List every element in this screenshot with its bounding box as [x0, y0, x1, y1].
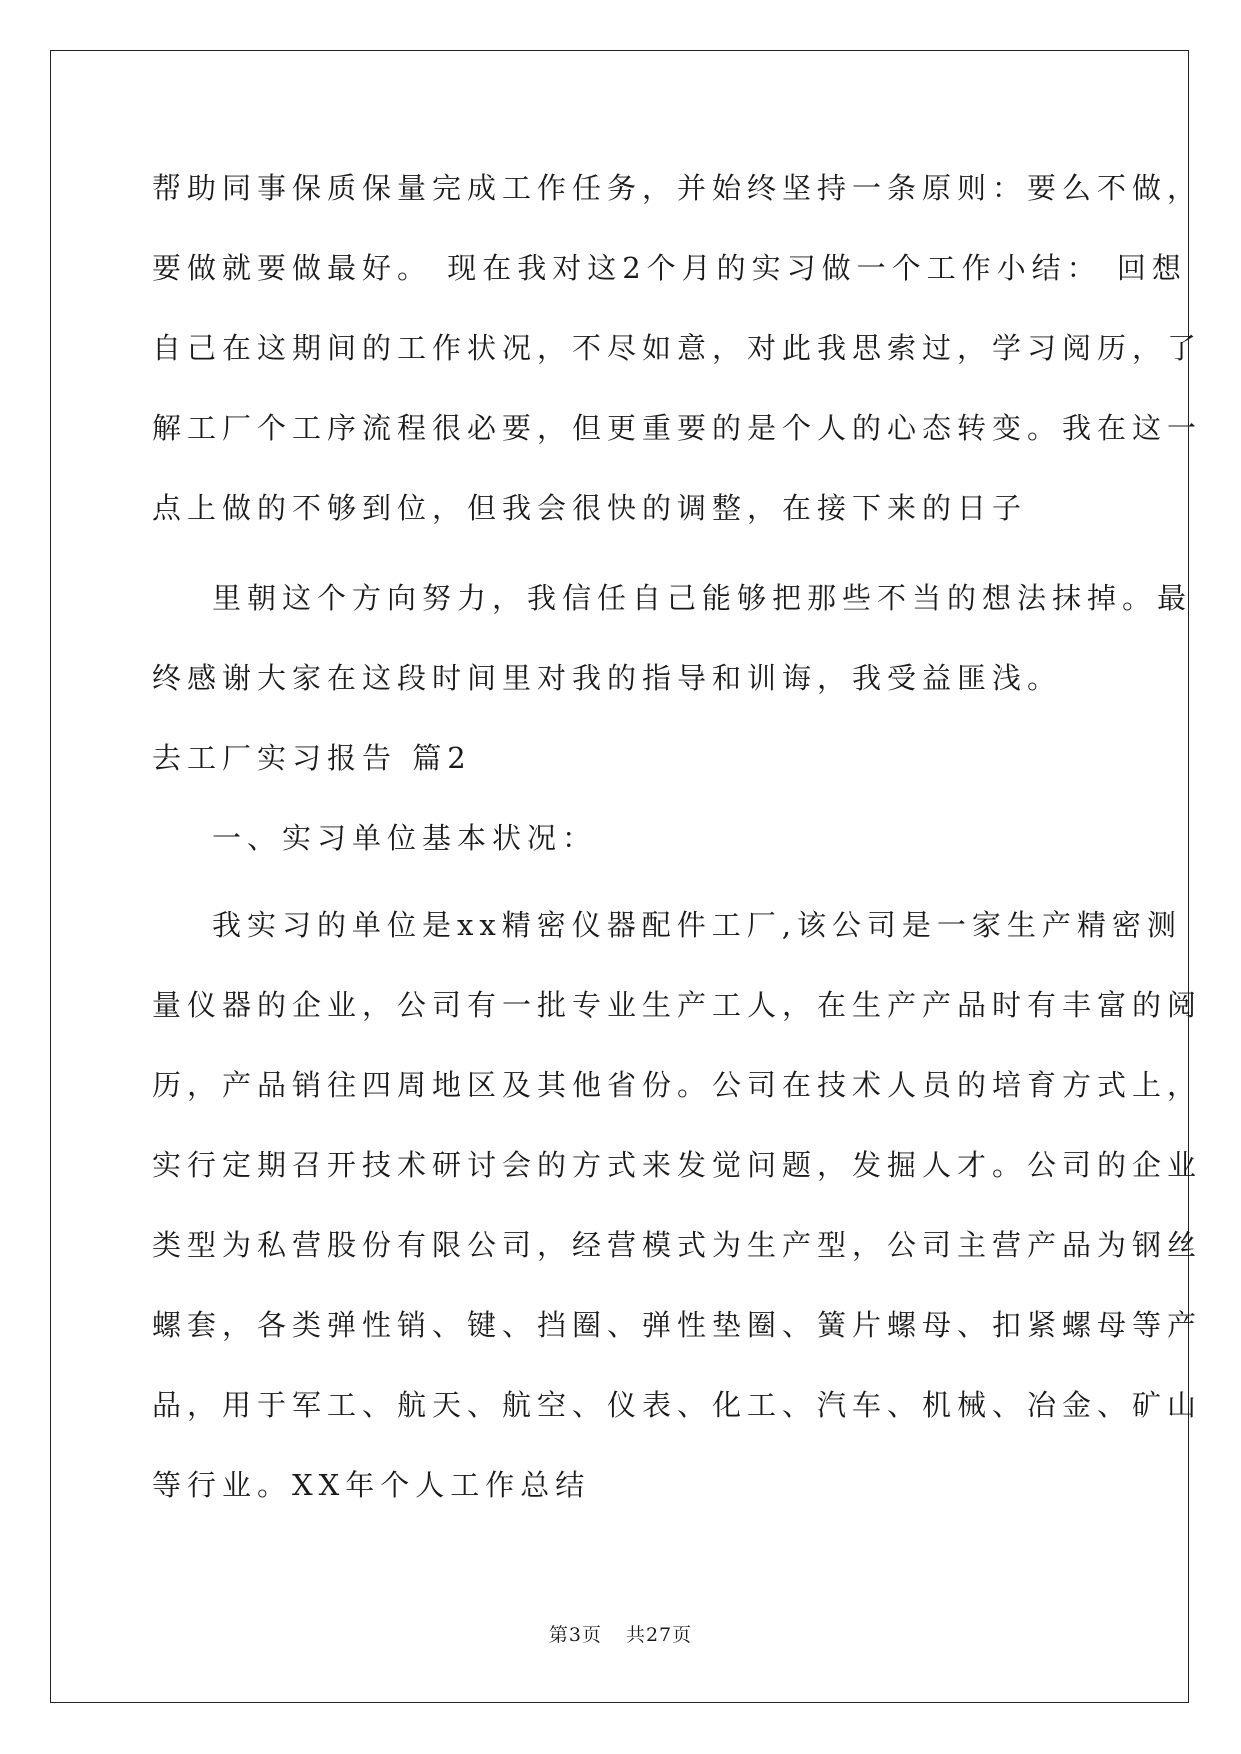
body-line: 自己在这期间的工作状况，不尽如意，对此我思索过，学习阅历，了: [152, 331, 1203, 365]
subsection-heading: 一、实习单位基本状况：: [212, 821, 598, 855]
body-line: 里朝这个方向努力，我信任自己能够把那些不当的想法抹掉。最: [212, 581, 1193, 615]
body-line: 终感谢大家在这段时间里对我的指导和训诲，我受益匪浅。: [152, 661, 1063, 695]
body-line: 等行业。XX年个人工作总结: [152, 1468, 591, 1502]
body-line: 历，产品销往四周地区及其他省份。公司在技术人员的培育方式上，: [152, 1068, 1203, 1102]
page-number: 第3页: [548, 1624, 602, 1646]
body-line: 品，用于军工、航天、航空、仪表、化工、汽车、机械、冶金、矿山: [152, 1388, 1203, 1422]
page-border: [50, 50, 1189, 1703]
section-heading: 去工厂实习报告 篇2: [152, 741, 472, 775]
body-line: 点上做的不够到位，但我会很快的调整，在接下来的日子: [152, 491, 1028, 525]
body-line: 帮助同事保质保量完成工作任务，并始终坚持一条原则：要么不做，: [152, 171, 1203, 205]
body-line: 类型为私营股份有限公司，经营模式为生产型，公司主营产品为钢丝: [152, 1228, 1203, 1262]
body-line: 要做就要做最好。 现在我对这2个月的实习做一个工作小结： 回想: [152, 251, 1187, 285]
page-footer: [0, 1620, 1241, 1647]
body-line: 量仪器的企业，公司有一批专业生产工人，在生产产品时有丰富的阅: [152, 988, 1203, 1022]
body-line: 螺套，各类弹性销、键、挡圈、弹性垫圈、簧片螺母、扣紧螺母等产: [152, 1308, 1203, 1342]
body-line: 我实习的单位是xx精密仪器配件工厂,该公司是一家生产精密测: [212, 908, 1182, 942]
body-line: 实行定期召开技术研讨会的方式来发觉问题，发掘人才。公司的企业: [152, 1148, 1203, 1182]
body-line: 解工厂个工序流程很必要，但更重要的是个人的心态转变。我在这一: [152, 411, 1203, 445]
page-total: 共27页: [625, 1624, 693, 1646]
